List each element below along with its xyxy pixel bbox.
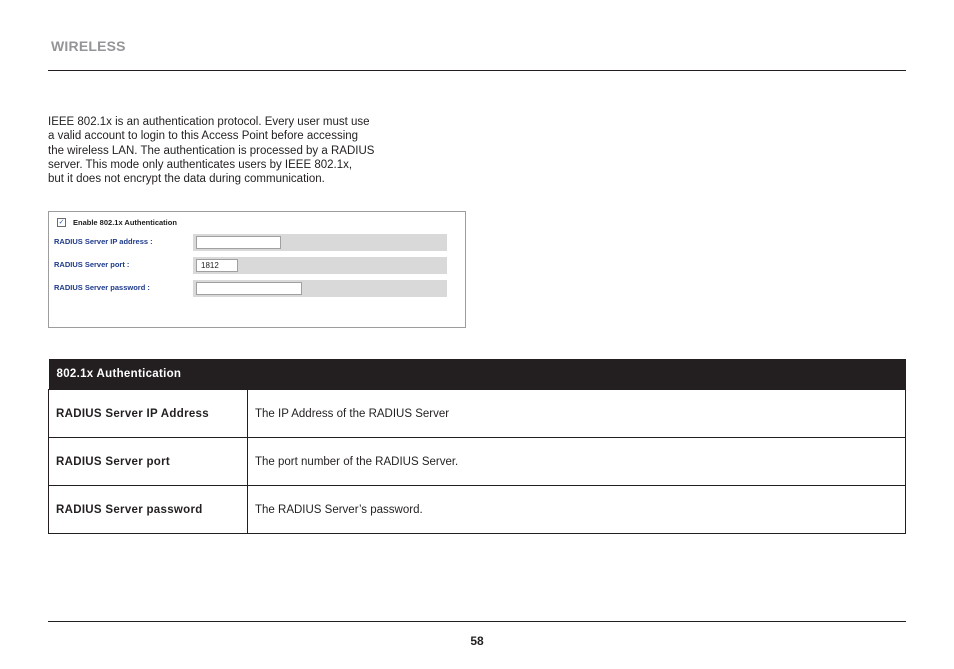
page-number: 58 — [470, 634, 484, 648]
row-description: The IP Address of the RADIUS Server — [248, 390, 906, 438]
radius-port-label: RADIUS Server port : — [54, 260, 130, 269]
radius-port-input[interactable]: 1812 — [196, 259, 238, 272]
intro-paragraph — [48, 115, 438, 186]
radius-ip-row — [53, 234, 447, 251]
table-row — [49, 486, 906, 534]
radius-password-input[interactable] — [196, 282, 302, 295]
table-row — [49, 390, 906, 438]
row-description: The port number of the RADIUS Server. — [248, 438, 906, 486]
intro-line: the wireless LAN. The authentication is processed by a RADIUS — [48, 144, 375, 157]
row-term: RADIUS Server IP Address — [49, 390, 248, 438]
intro-line: IEEE 802.1x is an authentication protocol. Every user must use — [48, 116, 370, 128]
radius-ip-label: RADIUS Server IP address : — [54, 237, 153, 246]
row-term: RADIUS Server port — [49, 438, 248, 486]
intro-line: server. This mode only authenticates users by IEEE 802.1x, — [48, 158, 353, 171]
radius-port-row — [53, 257, 447, 274]
table-row — [49, 438, 906, 486]
radius-ip-input[interactable] — [196, 236, 281, 249]
enable-8021x-checkbox[interactable]: ✓ — [58, 218, 65, 226]
footer-divider — [48, 621, 906, 622]
enable-8021x-label: Enable 802.1x Authentication — [73, 217, 177, 227]
radius-password-label: RADIUS Server password : — [54, 283, 150, 292]
enable-8021x-row[interactable] — [57, 216, 177, 228]
radius-password-row — [53, 280, 447, 297]
header-divider — [48, 70, 906, 71]
intro-line: but it does not encrypt the data during communication. — [48, 173, 325, 186]
intro-line: a valid account to login to this Access Point before accessing — [48, 130, 359, 143]
auth-settings-screenshot — [48, 211, 466, 328]
table-header: 802.1x Authentication — [49, 359, 906, 390]
row-description: The RADIUS Server’s password. — [248, 486, 906, 534]
section-title: WIRELESS — [51, 38, 126, 54]
settings-reference-table — [48, 359, 906, 534]
row-term: RADIUS Server password — [49, 486, 248, 534]
